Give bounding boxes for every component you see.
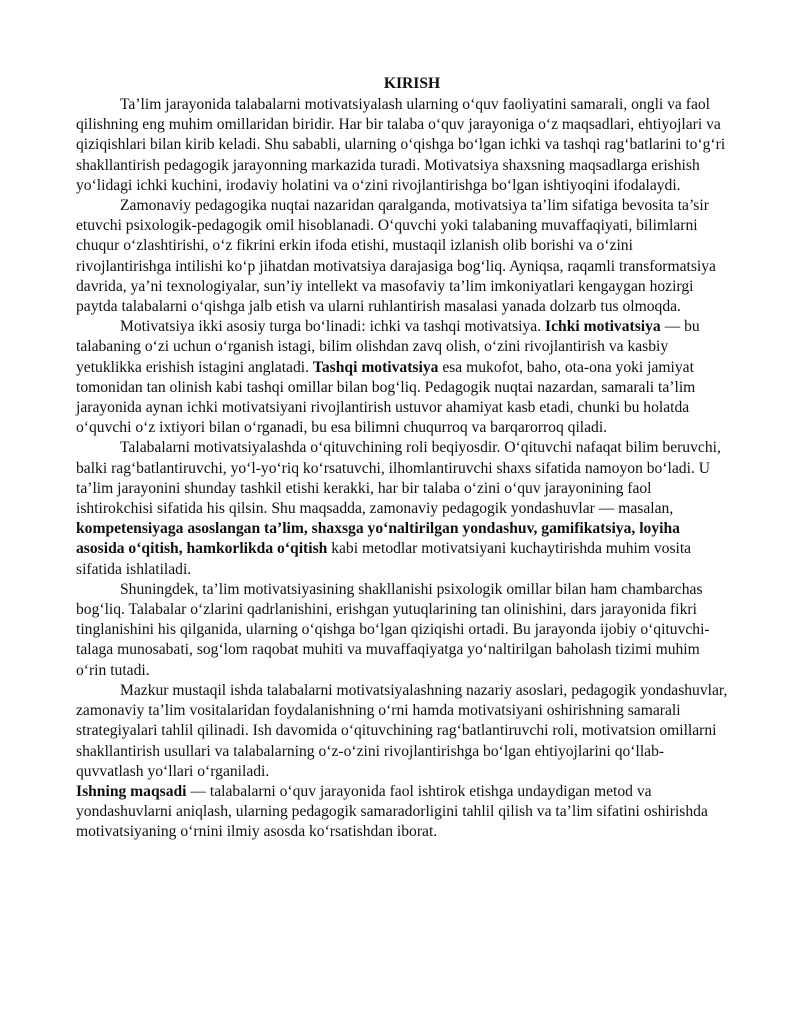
document-page: [76, 74, 728, 843]
page-title: KIRISH: [383, 75, 441, 92]
body-paragraph: [76, 95, 728, 196]
document-body: [76, 95, 728, 843]
paragraph-text: Ta’lim jarayonida talabalarni motivatsiyalash ularning o‘quv faoliyatini samarali, ongli va faol qilishning eng muhim omillaridan biridir. Har bir talaba o‘quv jarayoniga o‘z maqsadlari, ehtiyojlari va qiziqishlari bilan kirib keladi. Shu sababli, ularning o‘qishga bo‘lgan ichki va tashqi rag‘batlarini to‘g‘ri shakllantirish pedagogik jarayonning markazida turadi. Motivatsiya shaxsning maqsadlarga erishish yo‘lidagi ichki kuchini, irodaviy holatini va o‘zini rivojlantirishga bo‘lgan ishtiyoqini ifodalaydi.: [76, 96, 726, 194]
body-paragraph: [76, 317, 728, 438]
bold-term: Ishning maqsadi: [76, 782, 187, 800]
bold-term: kompetensiyaga asoslangan ta’lim, shaxsga yo‘naltirilgan yondashuv, gamifikatsiya, loyiha asosida o‘qitish, hamkorlikda o‘qitish: [76, 520, 680, 558]
body-paragraph: [76, 580, 728, 681]
body-paragraph: [76, 196, 728, 317]
paragraph-text: Talabalarni motivatsiyalashda o‘qituvchining roli beqiyosdir. O‘qituvchi nafaqat bilim beruvchi, balki rag‘batlantiruvchi, yo‘l-yo‘riq ko‘rsatuvchi, ilhomlantiruvchi shaxs sifatida namoyon bo‘ladi. U ta’lim jarayonini shunday tashkil etishi kerakki, har bir talaba o‘zini o‘quv jarayonining faol ishtirokchisi sifatida his qilsin. Shu maqsadda, zamonaviy pedagogik yondashuvlar — masalan,: [76, 439, 721, 518]
paragraph-text: kabi metodlar motivatsiyani kuchaytirishda muhim vosita sifatida ishlatiladi.: [76, 540, 692, 578]
paragraph-text: — talabalarni o‘quv jarayonida faol ishtirok etishga undaydigan metod va yondashuvlarni aniqlash, ularning pedagogik samaradorligini tahlil qilish va ta’lim sifatini oshirishda motivatsiyaning o‘rnini ilmiy asosda ko‘rsatishdan iborat.: [76, 782, 708, 841]
paragraph-text: Mazkur mustaqil ishda talabalarni motivatsiyalashning nazariy asoslari, pedagogik yondashuvlar, zamonaviy ta’lim vositalaridan foydalanishning o‘rni hamda motivatsiyani oshirishning samarali strategiyalari tahlil qilinadi. Ish davomida o‘qituvchining rag‘batlantiruvchi roli, motivatsion omillarni shakllantirish usullari va talabalarning o‘z-o‘zini rivojlantirishga bo‘lgan ehtiyojlarini qo‘llab-quvvatlash yo‘llari o‘rganiladi.: [76, 681, 728, 780]
bold-term: Ichki motivatsiya: [545, 318, 661, 336]
body-paragraph: [76, 782, 728, 843]
paragraph-text: Zamonaviy pedagogika nuqtai nazaridan qaralganda, motivatsiya ta’lim sifatiga bevosita ta’sir etuvchi psixologik-pedagogik omil hisoblanadi. O‘quvchi yoki talabaning muvaffaqiyati, bilimlarni chuqur o‘zlashtirishi, o‘z fikrini erkin ifoda etishi, mustaqil izlanish olib borishi va o‘zini rivojlantirishga intilishi ko‘p jihatdan motivatsiya darajasiga bog‘liq. Ayniqsa, raqamli transformatsiya davrida, ya’ni texnologiyalar, sun’iy intellekt va masofaviy ta’lim imkoniyatlari kengaygan hozirgi paytda talabalarni o‘qishga jalb etish va ularni ruhlantirish masalasi yanada dolzarb tus olmoqda.: [76, 197, 716, 316]
paragraph-text: Motivatsiya ikki asosiy turga bo‘linadi: ichki va tashqi motivatsiya.: [120, 318, 546, 336]
paragraph-text: — bu talabaning o‘zi uchun o‘rganish istagi, bilim olishdan zavq olish, o‘zini rivojlantirish va kasbiy yetuklikka erishish istagini anglatadi.: [76, 318, 700, 376]
body-paragraph: [76, 438, 728, 579]
paragraph-text: esa mukofot, baho, ota-ona yoki jamiyat tomonidan tan olinish kabi tashqi omillar bilan bog‘liq. Pedagogik nuqtai nazardan, samarali ta’lim jarayonida aynan ichki motivatsiyani rivojlantirish ustuvor ahamiyat kasb etadi, chunki bu holatda o‘quvchi o‘z ixtiyori bilan o‘rganadi, bu esa bilimni chuqurroq va barqarorroq qiladi.: [76, 358, 696, 437]
paragraph-text: Shuningdek, ta’lim motivatsiyasining shakllanishi psixologik omillar bilan ham chambarchas bog‘liq. Talabalar o‘zlarini qadrlanishini, erishgan yutuqlarining tan olinishini, dars jarayonida fikri tinglanishini his qilganida, ularning o‘qishga bo‘lgan qiziqishi ortadi. Bu jarayonda ijobiy o‘qituvchi-talaga munosabati, sog‘lom raqobat muhiti va muvaffaqiyatga yo‘naltirilgan baholash tizimi muhim o‘rin tutadi.: [76, 580, 710, 679]
body-paragraph: [76, 681, 728, 782]
bold-term: Tashqi motivatsiya: [312, 358, 439, 376]
